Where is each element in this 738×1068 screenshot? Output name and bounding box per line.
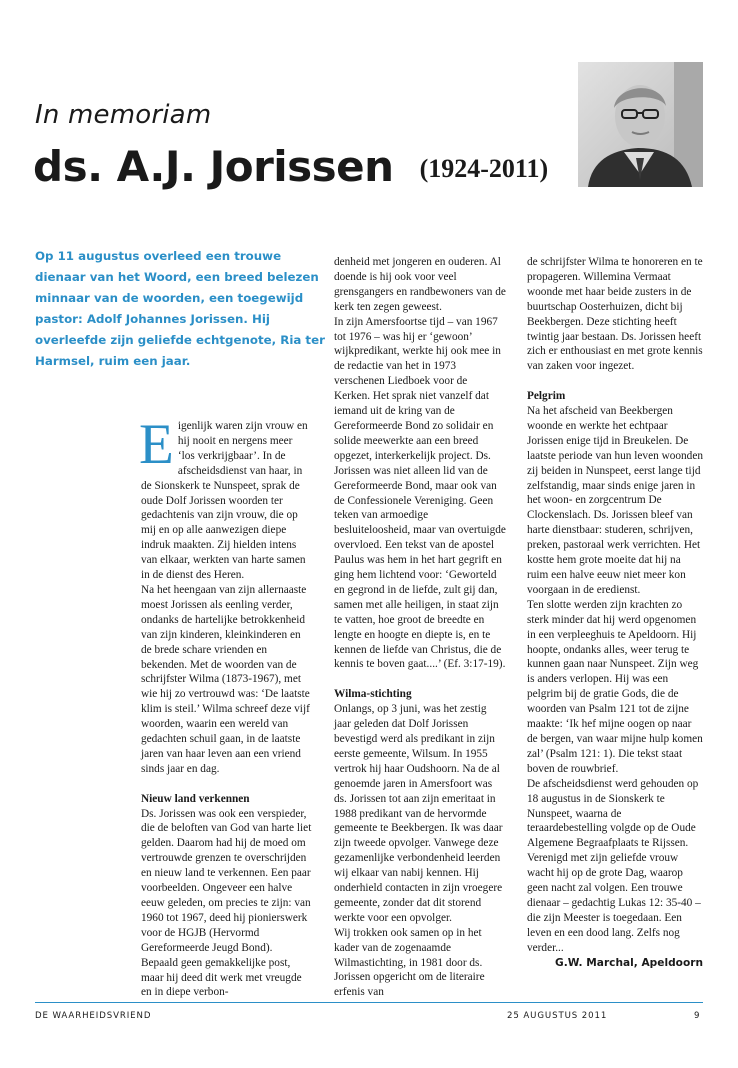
paragraph: Ten slotte werden zijn krachten zo sterk minder dat hij werd opgenomen in een verpleeghuis te Apeldoorn. Hij hoopte, ondanks alles, weer terug te kunnen gaan naar Nunspeet. Zijn weg is anders verlopen. Hij was een pelgrim bij de gratie Gods, die de woorden van Psalm 121 tot de zijne maakte: ‘Ik hef mijne oogen op naar de bergen, van waar mijne hulp komen zal’ (Psalm 121: 1). Die tekst staat boven de rouwbrief.: [527, 598, 703, 775]
paragraph-text: igenlijk waren zijn vrouw en hij nooit en nergens meer ‘los verkrijgbaar’. In de afscheidsdienst van haar, in de Sionskerk te Nunspeet, sprak de oude Dolf Jorissen woorden ter gedachtenis van zijn vrouw, die op mij en op alle aanwezigen diepe indruk maakten. Zij hielden intens van elkaar, werkten van harte samen in de dienst des Heren.: [141, 420, 308, 582]
paragraph: De afscheidsdienst werd gehouden op 18 augustus in de Sionskerk te Nunspeet, waarna de teraardebestelling volgde op de Oude Algemene Begraafplaats te Rijssen. Verenigd met zijn geliefde vrouw wacht hij op de grote Dag, waarop geen nacht zal volgen. Een trouwe dienaar – gedachtig Lukas 12: 35-40 – die zijn Meester is toegedaan. Een leven en een dood lang. Zelfs nog verder...: [527, 777, 701, 954]
portrait-image: [578, 62, 703, 187]
title-years: (1924-2011): [419, 154, 549, 183]
paragraph: denheid met jongeren en ouderen. Al doende is hij ook voor veel grensgangers en randbewoners van de kerk ten zegen geweest.: [334, 256, 506, 313]
article-column-2: [334, 255, 506, 1000]
paragraph: de schrijfster Wilma te honoreren en te propageren. Willemina Vermaat woonde met haar beide zusters in de buurtschap Oosterhuizen, dicht bij Beekbergen. Deze stichting heeft twintig jaar bestaan. Ds. Jorissen heeft zich er enthousiast en met grote kennis van zaken voor ingezet.: [527, 256, 703, 373]
paragraph: [139, 413, 312, 583]
subheading: Pelgrim: [527, 390, 566, 403]
page-number: 9: [694, 1011, 701, 1021]
paragraph: Onlangs, op 3 juni, was het zestig jaar geleden dat Dolf Jorissen bevestigd werd als predikant in zijn eerste gemeente, Wilsum. In 1955 vertrok hij haar Oudshoorn. Na de al genoemde jaren in Amersfoort was ds. Jorissen tot aan zijn emeritaat in 1988 predikant van de hervormde gemeente te Beekbergen. Ik was daar zijn tweede opvolger. Vanwege deze gezamenlijke verbondenheid leerden wij elkaar van nabij kennen. Hij onderhield contacten in zijn vroegere gemeente, zonder dat dit storend werkte voor een opvolger.: [334, 703, 503, 924]
article-column-3: [527, 255, 703, 970]
footer-divider: [35, 1002, 703, 1003]
footer-date: 25 AUGUSTUS 2011: [507, 1011, 608, 1021]
paragraph: Na het heengaan van zijn allernaaste moest Jorissen als eenling verder, ondanks de hartelijke betrokkenheid van zijn kinderen, kleinkinderen en de brede schare vrienden en bekenden. Met de woorden van de schrijfster Wilma (1873-1967), met wie hij zo vertrouwd was: ‘De laatste klim is steil.’ Wilma schreef deze vijf woorden, waarin een wereld van gedachten schuil gaan, in de laatste jaren van haar leven aan een vriend sinds jaar en dag.: [141, 583, 310, 775]
title-name: ds. A.J. Jorissen: [33, 142, 394, 191]
paragraph: In zijn Amersfoortse tijd – van 1967 tot 1976 – was hij er ‘gewoon’ wijkpredikant, werkte hij ook mee in de redactie van het in 1973 verschenen Liedboek voor de Kerken. Het sprak niet vanzelf dat iemand uit de kring van de Gereformeerde Bond zo solidair en solide meewerkte aan een breed opgezet, interkerkelijk project. Ds. Jorissen was niet alleen lid van de Gereformeerde Bond, maar ook van de Confessionele Vereniging. Geen teken van armoedige besluiteloosheid, maar van overtuigde overvloed. Een tekst van de apostel Paulus was hem in het hart gegrift en ging hem lichtend voor: ‘Geworteld en gegrond in de liefde, zult gij dan, samen met alle heiligen, in staat zijn te vatten, hoe groot de breedte en lengte en hoogte en diepte is, en te kennen de liefde van Christus, die de kennis te boven gaat....’ (Ef. 3:17-19).: [334, 315, 506, 671]
footer-publication: DE WAARHEIDSVRIEND: [35, 1011, 152, 1021]
article-column-1: [139, 413, 312, 1000]
drop-cap: E: [139, 413, 174, 476]
section-kicker: In memoriam: [35, 100, 212, 130]
paragraph: Ds. Jorissen was ook een verspieder, die de beloften van God van harte liet gelden. Daarom had hij de moed om vertrouwde grenzen te overschrijden en nieuw land te verkennen. Een paar voorbeelden. Ongeveer een halve eeuw geleden, om precies te zijn: van 1960 tot 1967, deed hij pionierswerk voor de HGJB (Hervormd Gereformeerde Jeugd Bond). Bepaald geen gemakkelijke post, maar hij deed dit werk met vreugde en in diepe verbon-: [141, 807, 312, 999]
subheading: Wilma-stichting: [334, 688, 412, 701]
author-signature: G.W. Marchal, Apeldoorn: [555, 956, 703, 969]
subheading: Nieuw land verkennen: [141, 792, 250, 805]
article-title: [33, 144, 548, 190]
paragraph: Na het afscheid van Beekbergen woonde en werkte het echtpaar Jorissen enige tijd in Breukelen. De laatste periode van hun leven woonden zij beiden in Nunspeet, eerst lange tijd zelfstandig, maar sinds enige jaren in het woon- en zorgcentrum De Clockenslach. Ds. Jorissen bleef van harte dienstbaar: studeren, schrijven, preken, pastoraal werk verrichten. Het kostte hem grote moeite dat hij na ruim een halve eeuw niet meer kon voorgaan in de eredienst.: [527, 405, 703, 596]
paragraph: Wij trokken ook samen op in het kader van de zogenaamde Wilmastichting, in 1981 door ds. Jorissen opgericht om de literaire erfenis van: [334, 926, 485, 999]
lead-paragraph: Op 11 augustus overleed een trouwe dienaar van het Woord, een breed belezen minnaar van de woorden, een toegewijd pastor: Adolf Johannes Jorissen. Hij overleefde zijn geliefde echtgenote, Ria ter Harmsel, ruim een jaar.: [35, 249, 325, 368]
portrait-photo: [578, 62, 703, 187]
